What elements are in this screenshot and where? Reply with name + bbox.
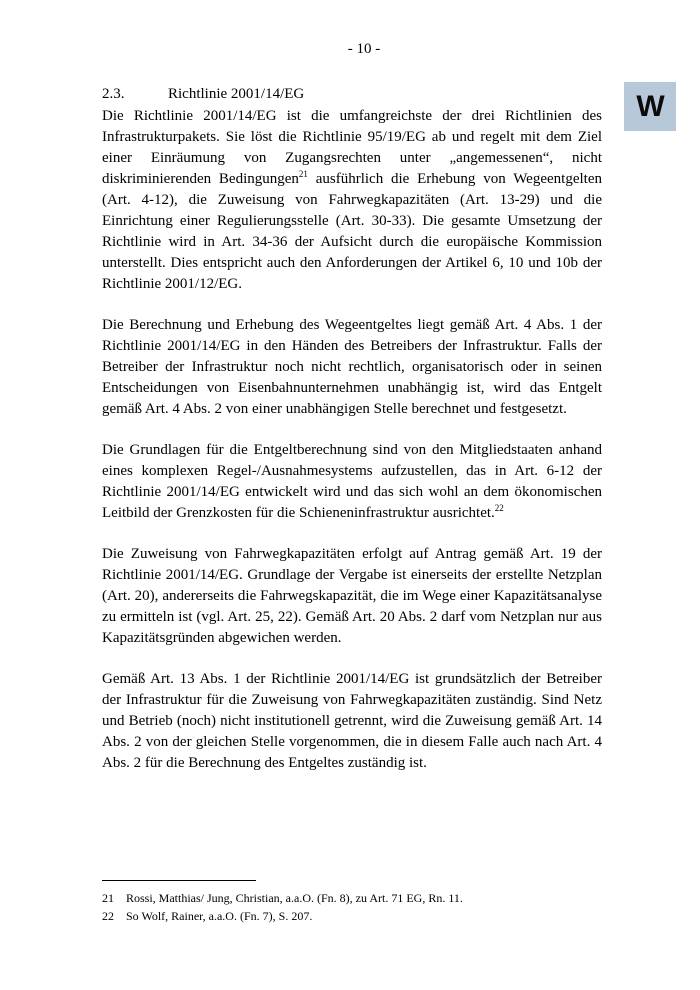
paragraph: Die Grundlagen für die Entgeltberechnung sind von den Mitgliedstaaten anhand eines komplexen Regel-/Ausnahmesystems aufzustellen, das in Art. 6-12 der Richtlinie 2001/14/EG entwickelt wird und das sich wohl an dem ökonomischen Leitbild der Grenzkosten für die Schieneninfrastruktur ausrichtet.$^{22}$ (102, 442, 602, 521)
page-number: - 10 - (347, 41, 381, 57)
footnote-ref[interactable]: 21 (298, 169, 308, 179)
section-badge (624, 82, 676, 131)
footnote-divider (102, 880, 256, 881)
footnote-number: 21 (102, 891, 114, 905)
paragraph: Die Zuweisung von Fahrwegkapazitäten erfolgt auf Antrag gemäß Art. 19 der Richtlinie 2001/14/EG. Grundlage der Vergabe ist einerseits der erstellte Netzplan (Art. 20), andererseits die Fahrwegskapazität, die im Wege einer Kapazitätsanalyse zu ermitteln ist (vgl. Art. 25, 22). Gemäß Art. 20 Abs. 2 darf vom Netzplan nur aus Kapazitätsgründen abgewichen werden. (102, 546, 602, 646)
section-number: 2.3. (102, 86, 125, 102)
section-heading (102, 86, 304, 103)
paragraph: Die Richtlinie 2001/14/EG ist die umfangreichste der drei Richtlinien des Infrastrukturpakets. Sie löst die Richtlinie 95/19/EG ab und regelt mit dem Ziel einer Einräumung von Zugangsrechten unter „angemessenen“, nicht diskriminierenden Bedingungen$^{21}$ ausführlich die Erhebung von Wegeentgelten (Art. 4-12), die Zuweisung von Fahrwegkapazitäten (Art. 13-29) und die Einrichtung einer Regulierungsstelle (Art. 30-33). Die gesamte Umsetzung der Richtlinie wird in Art. 34-36 der Aufsicht durch die europäische Kommission unterstellt. Dies entspricht auch den Anforderungen der Artikel 6, 10 und 10b der Richtlinie 2001/12/EG. (102, 108, 602, 292)
footnote-text: Rossi, Matthias/ Jung, Christian, a.a.O. (Fn. 8), zu Art. 71 EG, Rn. 11. (126, 891, 463, 905)
footnote-number: 22 (102, 909, 114, 923)
footnote (102, 907, 622, 925)
footnotes (102, 889, 622, 925)
footnote-ref[interactable]: 22 (494, 503, 504, 513)
section-title: Richtlinie 2001/14/EG (168, 86, 305, 102)
body-text (102, 106, 602, 794)
paragraph: Die Berechnung und Erhebung des Wegeentgeltes liegt gemäß Art. 4 Abs. 1 der Richtlinie 2001/14/EG in den Händen des Betreibers der Infrastruktur. Falls der Betreiber der Infrastruktur noch nicht rechtlich, organisatorisch oder in seinen Entscheidungen von Eisenbahnunternehmen unabhängig ist, wird das Entgelt gemäß Art. 4 Abs. 2 von einer unabhängigen Stelle berechnet und festgesetzt. (102, 317, 602, 417)
footnote (102, 889, 622, 907)
footnote-text: So Wolf, Rainer, a.a.O. (Fn. 7), S. 207. (126, 909, 313, 923)
paragraph: Gemäß Art. 13 Abs. 1 der Richtlinie 2001/14/EG ist grundsätzlich der Betreiber der Infrastruktur für die Zuweisung von Fahrwegkapazitäten zuständig. Sind Netz und Betrieb (noch) nicht institutionell getrennt, wird die Zuweisung gemäß Art. 14 Abs. 2 von der gleichen Stelle vorgenommen, die in diesem Falle auch nach Art. 4 Abs. 2 für die Berechnung des Entgeltes zuständig ist. (102, 671, 602, 771)
badge-letter: W (636, 89, 664, 123)
